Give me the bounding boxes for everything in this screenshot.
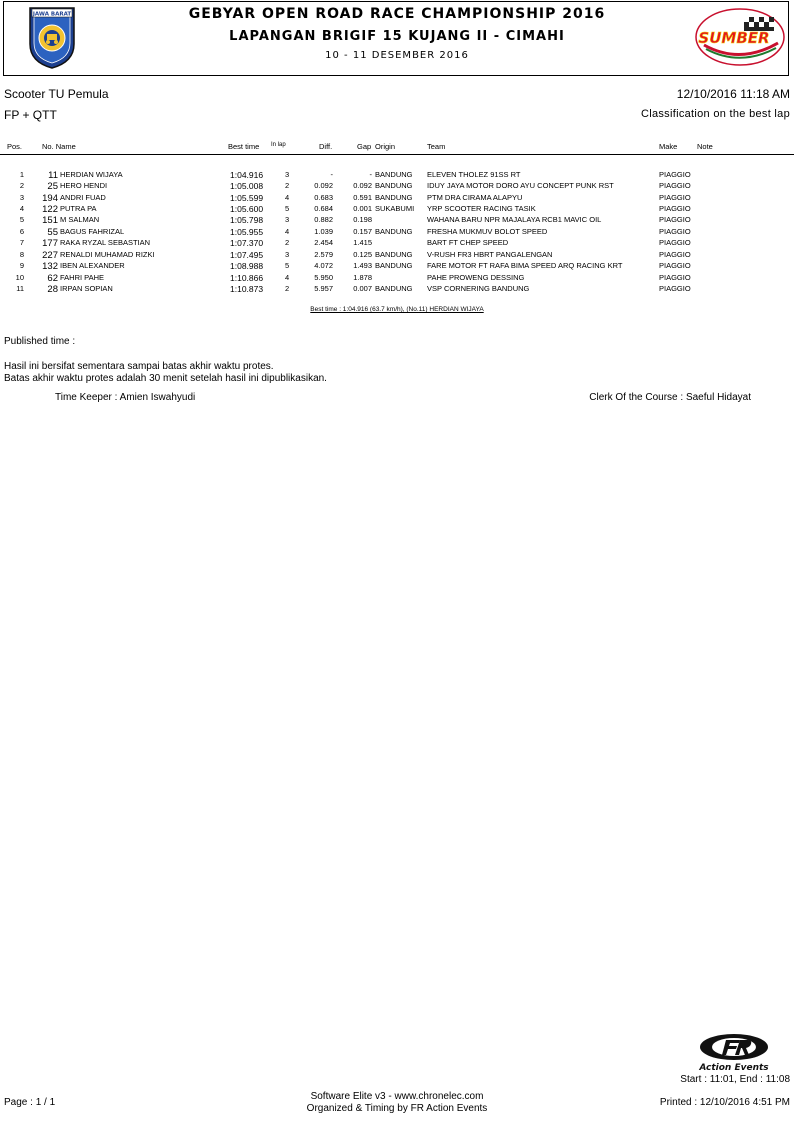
header-best-time: Best time — [228, 142, 260, 151]
best-time-cell: 1:05.008 — [230, 181, 264, 191]
protest-deadline-note: Batas akhir waktu protes adalah 30 menit setelah hasil ini dipublikasikan. — [4, 373, 327, 384]
team-cell: FARE MOTOR FT RAFA BIMA SPEED ARQ RACING KRT — [427, 261, 623, 270]
number-cell: 11 — [48, 170, 58, 181]
best-time-cell: 1:10.866 — [230, 273, 264, 283]
lap-cell: 2 — [285, 181, 290, 190]
diff-cell: 1.039 — [314, 227, 333, 236]
lap-cell: 5 — [285, 204, 290, 213]
make-cell: PIAGGIO — [659, 227, 691, 236]
number-cell: 25 — [47, 181, 58, 192]
table-row — [0, 170, 794, 181]
start-end-time: Start : 11:01, End : 11:08 — [680, 1074, 790, 1085]
organizer-credit: Organized & Timing by FR Action Events — [306, 1103, 488, 1114]
right-logo-text: SUMBER — [698, 29, 770, 47]
best-time-cell: 1:10.873 — [230, 284, 264, 294]
team-cell: IDUY JAYA MOTOR DORO AYU CONCEPT PUNK RST — [427, 181, 614, 190]
header-diff: Diff. — [319, 142, 333, 151]
name-cell: IBEN ALEXANDER — [60, 261, 125, 270]
gap-cell: 0.591 — [353, 193, 372, 202]
number-cell: 62 — [47, 273, 58, 284]
provisional-note: Hasil ini bersifat sementara sampai batas akhir waktu protes. — [4, 361, 274, 372]
origin-cell: BANDUNG — [375, 170, 413, 179]
table-row — [0, 284, 794, 295]
header-note: Note — [697, 142, 713, 151]
gap-cell: - — [369, 170, 372, 179]
header-no-name: No. Name — [42, 142, 76, 151]
make-cell: PIAGGIO — [659, 170, 691, 179]
pos-cell: 1 — [19, 170, 24, 179]
page-number: Page : 1 / 1 — [4, 1097, 56, 1108]
best-time-cell: 1:07.370 — [230, 238, 264, 248]
number-cell: 132 — [42, 261, 58, 272]
pos-cell: 9 — [19, 261, 24, 270]
lap-cell: 4 — [285, 193, 290, 202]
pos-cell: 5 — [19, 215, 24, 224]
number-cell: 55 — [47, 227, 58, 238]
header-gap: Gap — [357, 142, 372, 151]
published-time: Published time : — [4, 336, 76, 347]
header-team: Team — [427, 142, 446, 151]
name-cell: RAKA RYZAL SEBASTIAN — [60, 238, 151, 247]
origin-cell: BANDUNG — [375, 181, 413, 190]
diff-cell: 0.882 — [314, 215, 333, 224]
gap-cell: 0.157 — [353, 227, 372, 236]
number-cell: 194 — [42, 193, 58, 204]
name-cell: M SALMAN — [60, 215, 100, 224]
name-cell: ANDRI FUAD — [60, 193, 106, 202]
make-cell: PIAGGIO — [659, 250, 691, 259]
table-row — [0, 181, 794, 192]
header-make: Make — [659, 142, 678, 151]
best-time-summary-text: Best time : 1:04.916 (63.7 km/h), (No.11) HERDIAN WIJAYA — [310, 306, 484, 313]
pos-cell: 11 — [16, 284, 24, 293]
number-cell: 177 — [42, 238, 58, 249]
make-cell: PIAGGIO — [659, 181, 691, 190]
left-logo-text: JAWA BARAT — [32, 11, 72, 18]
diff-cell: 4.072 — [314, 261, 333, 270]
team-cell: PTM DRA CIRAMA ALAPYU — [427, 193, 523, 202]
lap-cell: 4 — [285, 227, 290, 236]
gap-cell: 0.198 — [353, 215, 372, 224]
make-cell: PIAGGIO — [659, 273, 691, 282]
best-time-cell: 1:05.600 — [230, 204, 264, 214]
diff-cell: 0.684 — [314, 204, 333, 213]
race-datetime: 12/10/2016 11:18 AM — [676, 87, 790, 101]
sumber-sponsor-logo-icon — [694, 7, 786, 67]
gap-cell: 1.878 — [353, 273, 372, 282]
lap-cell: 3 — [285, 215, 290, 224]
gap-cell: 0.092 — [353, 181, 372, 190]
name-cell: HERO HENDI — [60, 181, 108, 190]
header-in-lap: In lap — [271, 142, 286, 148]
best-time-cell: 1:08.988 — [230, 261, 264, 271]
diff-cell: 5.957 — [314, 284, 333, 293]
gap-cell: 1.415 — [353, 238, 372, 247]
session-name: FP + QTT — [4, 108, 57, 122]
team-cell: WAHANA BARU NPR MAJALAYA RCB1 MAVIC OIL — [427, 215, 602, 224]
time-keeper: Time Keeper : Amien Iswahyudi — [55, 392, 196, 403]
gap-cell: 0.001 — [353, 204, 372, 213]
race-category: Scooter TU Pemula — [4, 87, 109, 101]
best-time-summary — [0, 306, 794, 313]
gap-cell: 1.493 — [353, 261, 372, 270]
header-divider — [0, 154, 794, 155]
best-time-cell: 1:05.955 — [230, 227, 264, 237]
team-cell: FRESHA MUKMUV BOLOT SPEED — [427, 227, 548, 236]
pos-cell: 7 — [19, 238, 24, 247]
name-cell: HERDIAN WIJAYA — [60, 170, 123, 179]
pos-cell: 2 — [19, 181, 24, 190]
fr-logo-text: Action Events — [699, 1063, 769, 1073]
lap-cell: 2 — [285, 238, 290, 247]
clerk-of-course: Clerk Of the Course : Saeful Hidayat — [589, 392, 751, 403]
name-cell: BAGUS FAHRIZAL — [60, 227, 125, 236]
name-cell: PUTRA PA — [60, 204, 97, 213]
best-time-cell: 1:07.495 — [230, 250, 264, 260]
origin-cell: BANDUNG — [375, 193, 413, 202]
pos-cell: 3 — [19, 193, 24, 202]
pos-cell: 4 — [19, 204, 24, 213]
name-cell: RENALDI MUHAMAD RIZKI — [60, 250, 155, 259]
lap-cell: 3 — [285, 250, 290, 259]
pos-cell: 10 — [15, 273, 24, 282]
team-cell: VSP CORNERING BANDUNG — [427, 284, 530, 293]
origin-cell: BANDUNG — [375, 261, 413, 270]
pos-cell: 6 — [19, 227, 24, 236]
lap-cell: 2 — [285, 284, 290, 293]
team-cell: ELEVEN THOLEZ 91SS RT — [427, 170, 521, 179]
printed-time: Printed : 12/10/2016 4:51 PM — [659, 1097, 790, 1108]
table-row — [0, 204, 794, 215]
lap-cell: 4 — [285, 273, 290, 282]
table-row — [0, 238, 794, 249]
event-title: GEBYAR OPEN ROAD RACE CHAMPIONSHIP 2016 — [188, 6, 606, 22]
table-row — [0, 215, 794, 226]
name-cell: IRPAN SOPIAN — [60, 284, 113, 293]
make-cell: PIAGGIO — [659, 204, 691, 213]
gap-cell: 0.125 — [353, 250, 372, 259]
diff-cell: - — [330, 170, 333, 179]
origin-cell: SUKABUMI — [375, 204, 415, 213]
diff-cell: 5.950 — [314, 273, 333, 282]
gap-cell: 0.007 — [353, 284, 372, 293]
team-cell: BART FT CHEP SPEED — [427, 238, 509, 247]
make-cell: PIAGGIO — [659, 238, 691, 247]
number-cell: 28 — [47, 284, 58, 295]
lap-cell: 3 — [285, 170, 290, 179]
make-cell: PIAGGIO — [659, 284, 691, 293]
number-cell: 122 — [42, 204, 58, 215]
diff-cell: 2.579 — [314, 250, 333, 259]
results-table-header — [0, 142, 794, 154]
make-cell: PIAGGIO — [659, 261, 691, 270]
header-origin: Origin — [375, 142, 396, 151]
diff-cell: 2.454 — [314, 238, 333, 247]
software-credit: Software Elite v3 - www.chronelec.com — [310, 1091, 484, 1102]
diff-cell: 0.092 — [314, 181, 333, 190]
classification-type: Classification on the best lap — [640, 108, 790, 120]
diff-cell: 0.683 — [314, 193, 333, 202]
number-cell: 227 — [42, 250, 58, 261]
event-dates: 10 - 11 DESEMBER 2016 — [325, 50, 469, 61]
pos-cell: 8 — [19, 250, 24, 259]
team-cell: V-RUSH FR3 HBRT PANGALENGAN — [427, 250, 553, 259]
best-time-cell: 1:04.916 — [230, 170, 264, 180]
lap-cell: 5 — [285, 261, 290, 270]
origin-cell: BANDUNG — [375, 284, 413, 293]
team-cell: PAHE PROWENG DESSING — [427, 273, 525, 282]
table-row — [0, 273, 794, 284]
best-time-cell: 1:05.798 — [230, 215, 264, 225]
best-time-cell: 1:05.599 — [230, 193, 264, 203]
table-row — [0, 250, 794, 261]
origin-cell: BANDUNG — [375, 250, 413, 259]
name-cell: FAHRI PAHE — [60, 273, 105, 282]
origin-cell: BANDUNG — [375, 227, 413, 236]
make-cell: PIAGGIO — [659, 193, 691, 202]
team-cell: YRP SCOOTER RACING TASIK — [427, 204, 536, 213]
table-row — [0, 261, 794, 272]
table-row — [0, 227, 794, 238]
fr-action-events-logo-icon — [696, 1030, 772, 1074]
event-venue: LAPANGAN BRIGIF 15 KUJANG II - CIMAHI — [229, 29, 565, 44]
make-cell: PIAGGIO — [659, 215, 691, 224]
number-cell: 151 — [42, 215, 58, 226]
table-row — [0, 193, 794, 204]
header-pos: Pos. — [7, 142, 23, 151]
